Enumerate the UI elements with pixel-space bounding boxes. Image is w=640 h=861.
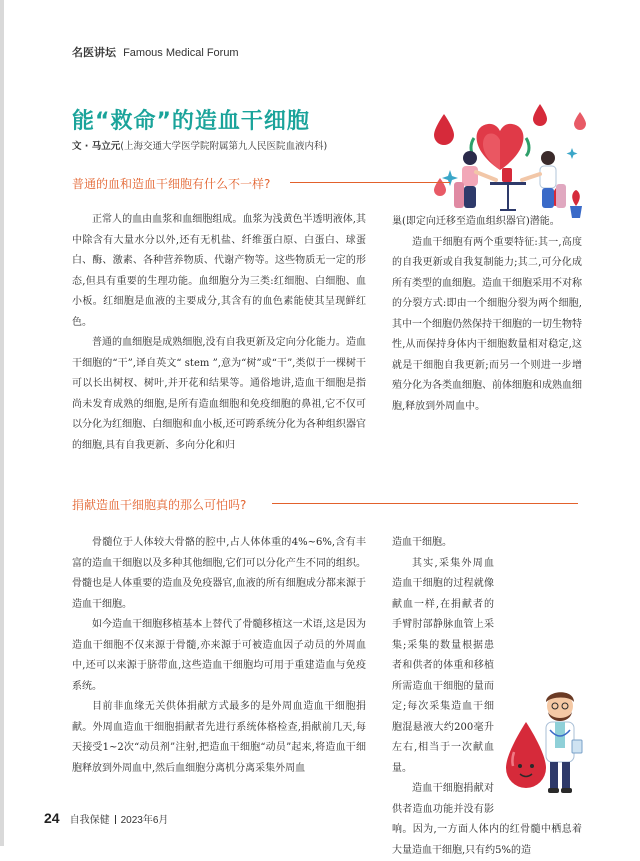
section-name-zh: 名医讲坛 [72, 47, 116, 59]
section-1-right-column [392, 212, 582, 417]
magazine-name: 自我保健 [69, 815, 110, 826]
section-heading-1: 普通的血和造血干细胞有什么不一样? [72, 177, 271, 191]
section-2-paragraph-5: 其实,采集外周血造血干细胞的过程就像献血一样,在捐献者的手臂肘部静脉血管上采集;采集的数量根据患者和供者的体重和移植所需造血干细胞的量而定;每次采集造血干细胞混悬液大约200毫升左右,相当于一次献血量。 [392, 557, 494, 774]
section-1-paragraph-1: 正常人的血由血浆和血细胞组成。血浆为浅黄色半透明液体,其中除含有大量水分以外,还有无机盐、纤维蛋白原、白蛋白、球蛋白、酶、激素、各种营养物质、代谢产物等。这些物质无一定的形态,但具有重要的生理功能。血细胞分为三类:红细胞、白细胞、血小板。红细胞是血液的主要成分,其含有的血色素能使其呈现鲜红色。 [72, 214, 366, 328]
section-heading-line-1 [290, 182, 450, 183]
doctor-blood-drop-illustration [500, 682, 586, 804]
page-edge [0, 0, 4, 846]
section-2-paragraph-3: 目前非血缘无关供体捐献方式最多的是外周血造血干细胞捐献。外周血造血干细胞捐献者先进行系统体格检查,捐献前几天,每天接受1~2次“动员剂”注射,把造血干细胞“动员”起来,将造血干细胞释放到外周血中,然后血细胞分离机分离采集外周血 [72, 701, 366, 774]
section-header [72, 44, 239, 60]
section-2-paragraph-4: 造血干细胞。 [392, 537, 452, 548]
author-affiliation: (上海交通大学医学院附属第九人民医院血液内科) [120, 141, 328, 152]
byline [72, 138, 327, 152]
article-title: 能“救命”的造血干细胞 [72, 109, 310, 134]
section-heading-2: 捐献造血干细胞真的那么可怕吗? [72, 498, 247, 512]
byline-prefix: 文 · [72, 141, 92, 152]
section-2-paragraph-2: 如今造血干细胞移植基本上替代了骨髓移植这一术语,这是因为造血干细胞不仅来源于骨髓,亦来源于可被造血因子动员的外周血中,还可以来源于脐带血,这些造血干细胞均可用于重建造血与免疫系统。 [72, 619, 366, 692]
page-number: 24 [44, 810, 60, 826]
section-1-paragraph-3: 巢(即定向迁移至造血组织器官)潜能。 [392, 216, 560, 227]
author-name: 马立元 [91, 141, 121, 152]
issue-date: 2023年6月 [120, 815, 169, 826]
section-2-paragraph-6: 造血干细胞捐献对供者造血功能并没有影响。因为,一方面人体内的红骨髓中栖息着大量造血干细胞,只有约5%的造 [392, 783, 582, 856]
section-1-left-column [72, 210, 366, 456]
page-footer [44, 810, 168, 828]
section-2-left-column [72, 533, 366, 779]
blood-donation-scene-illustration [430, 98, 590, 223]
section-2-paragraph-1: 骨髓位于人体较大骨骼的腔中,占人体体重的4%~6%,含有丰富的造血干细胞以及多种其他细胞,它们可以分化产生不同的组织。骨髓也是人体重要的造血及免疫器官,血液的所有细胞成分都来源于造血干细胞。 [72, 537, 366, 610]
footer-divider [115, 815, 116, 824]
section-heading-line-2 [272, 503, 578, 504]
section-name-en: Famous Medical Forum [123, 47, 239, 59]
section-1-paragraph-2: 普通的血细胞是成熟细胞,没有自我更新及定向分化能力。造血干细胞的“干”,译自英文“ stem ”,意为“树”或“干”,类似于一棵树干可以长出树杈、树叶,并开花和结果等。通俗地讲,造血干细胞是指尚未发育成熟的细胞,是所有造血细胞和免疫细胞的鼻祖,它不仅可以分化为红细胞、白细胞和血小板,还可跨系统分化为各种组织器官的细胞,具有自我更新、多向分化和归 [72, 337, 366, 451]
section-1-paragraph-4: 造血干细胞有两个重要特征:其一,高度的自我更新或自我复制能力;其二,可分化成所有类型的血细胞。造血干细胞采用不对称的分裂方式:即由一个细胞分裂为两个细胞,其中一个细胞仍然保持干细胞的一切生物特性,从而保持身体内干细胞数量相对稳定,这就是干细胞自我更新;而另一个则进一步增殖分化为各类血细胞、前体细胞和成熟血细胞,释放到外周血中。 [392, 236, 582, 412]
